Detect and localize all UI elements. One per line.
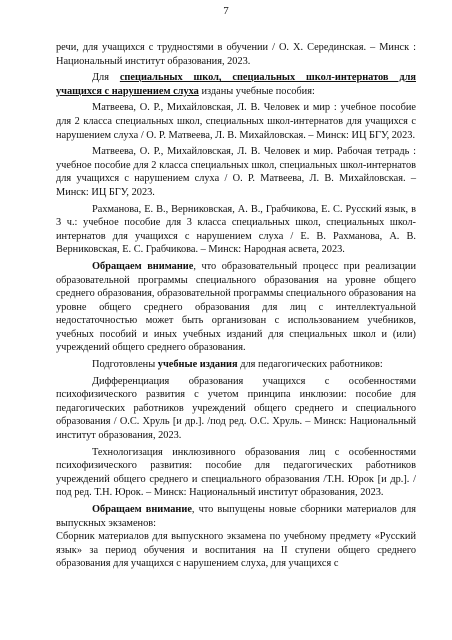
text-run: Для: [92, 72, 120, 84]
text-run: для педагогических работников:: [237, 359, 383, 371]
emphasis-text: Обращаем внимание: [92, 504, 192, 515]
text-run: Подготовлены: [92, 359, 158, 371]
paragraph: [56, 41, 416, 68]
text-run: изданы учебные пособия:: [198, 85, 315, 97]
emphasis-text: учебные издания: [157, 359, 238, 371]
emphasis-text: Обращаем внимание: [92, 260, 194, 272]
paragraph: [56, 503, 416, 530]
paragraph: [56, 375, 416, 443]
text-run: Матвеева, О. Р., Михайловская, Л. В. Человек и мир : учебное пособие для 2 класса специальных школ, специальных школ-интернатов для учащихся с нарушением слуха / О. Р. Матвеева, Л. В. Михайловская. – Минск: ИЦ БГУ, 2023.: [56, 102, 416, 141]
text-run: , что выпущены новые сборники материалов для выпускных экзаменов:: [56, 504, 417, 529]
page-number: 7: [223, 5, 229, 17]
text-run: речи, для учащихся с трудностями в обучении / О. Х. Серединская. – Минск : Национальный институт образования, 2023.: [56, 42, 416, 67]
paragraph: [56, 530, 416, 571]
text-run: Сборник материалов для выпускного экзамена по учебному предмету «Русский язык» за период обучения и воспитания на II ступени общего среднего образования для учащихся с нарушением слуха, для учащихся с: [56, 531, 416, 570]
paragraph: [56, 358, 416, 372]
text-run: , что образовательный процесс при реализации образовательной программы специального образования на уровне общего среднего образования, образовательной программы специального образования на уровне общего среднего образования для лиц с интеллектуальной недостаточностью может быть организован с использованием учебников, учебных пособий и иных учебных изданий для специальных школ и (или) учреждений общего среднего образования.: [56, 260, 416, 354]
text-run: Дифференциация образования учащихся с особенностями психофизического развития с учетом принципа инклюзии: пособие для педагогических работников учреждений общего среднего и специального образования / О.С. Хруль [и др.]. /под ред. О.С. Хруль. – Минск: Национальный институт образования, 2023.: [56, 375, 416, 442]
document-body: [56, 41, 416, 571]
paragraph: [56, 446, 416, 500]
text-run: Рахманова, Е. В., Верниковская, А. В., Грабчикова, Е. С. Русский язык, в 3 ч.: учебное пособие для 3 класса специальных школ, специальных школ-интернатов для учащихся с нарушением слуха / Е. В. Рахманова, А. В. Верниковская, Е. С. Грабчикова. – Минск: Народная асвета, 2023.: [56, 203, 416, 256]
paragraph: [56, 101, 416, 142]
text-run: Технологизация инклюзивного образования лиц с особенностями психофизического развития: пособие для педагогических работников учреждений общего среднего и специального образования /Т.Н. Юрок [и др.]. /под ред. Т.Н. Юрок. – Минск: Национальный институт образования, 2023.: [56, 446, 416, 499]
text-run: Матвеева, О. Р., Михайловская, Л. В. Человек и мир. Рабочая тетрадь : учебное пособие для 2 класса специальных школ, специальных школ-интернатов для учащихся с нарушением слуха / О. Р. Матвеева, Л. В. Михайловская. – Минск: ИЦ БГУ, 2023.: [56, 146, 416, 198]
paragraph: [56, 71, 416, 98]
paragraph: [56, 145, 416, 199]
paragraph: [56, 260, 416, 355]
emphasis-text: специальных школ, специальных школ-интернатов для учащихся с нарушением слуха: [56, 72, 417, 97]
paragraph: [56, 203, 416, 257]
